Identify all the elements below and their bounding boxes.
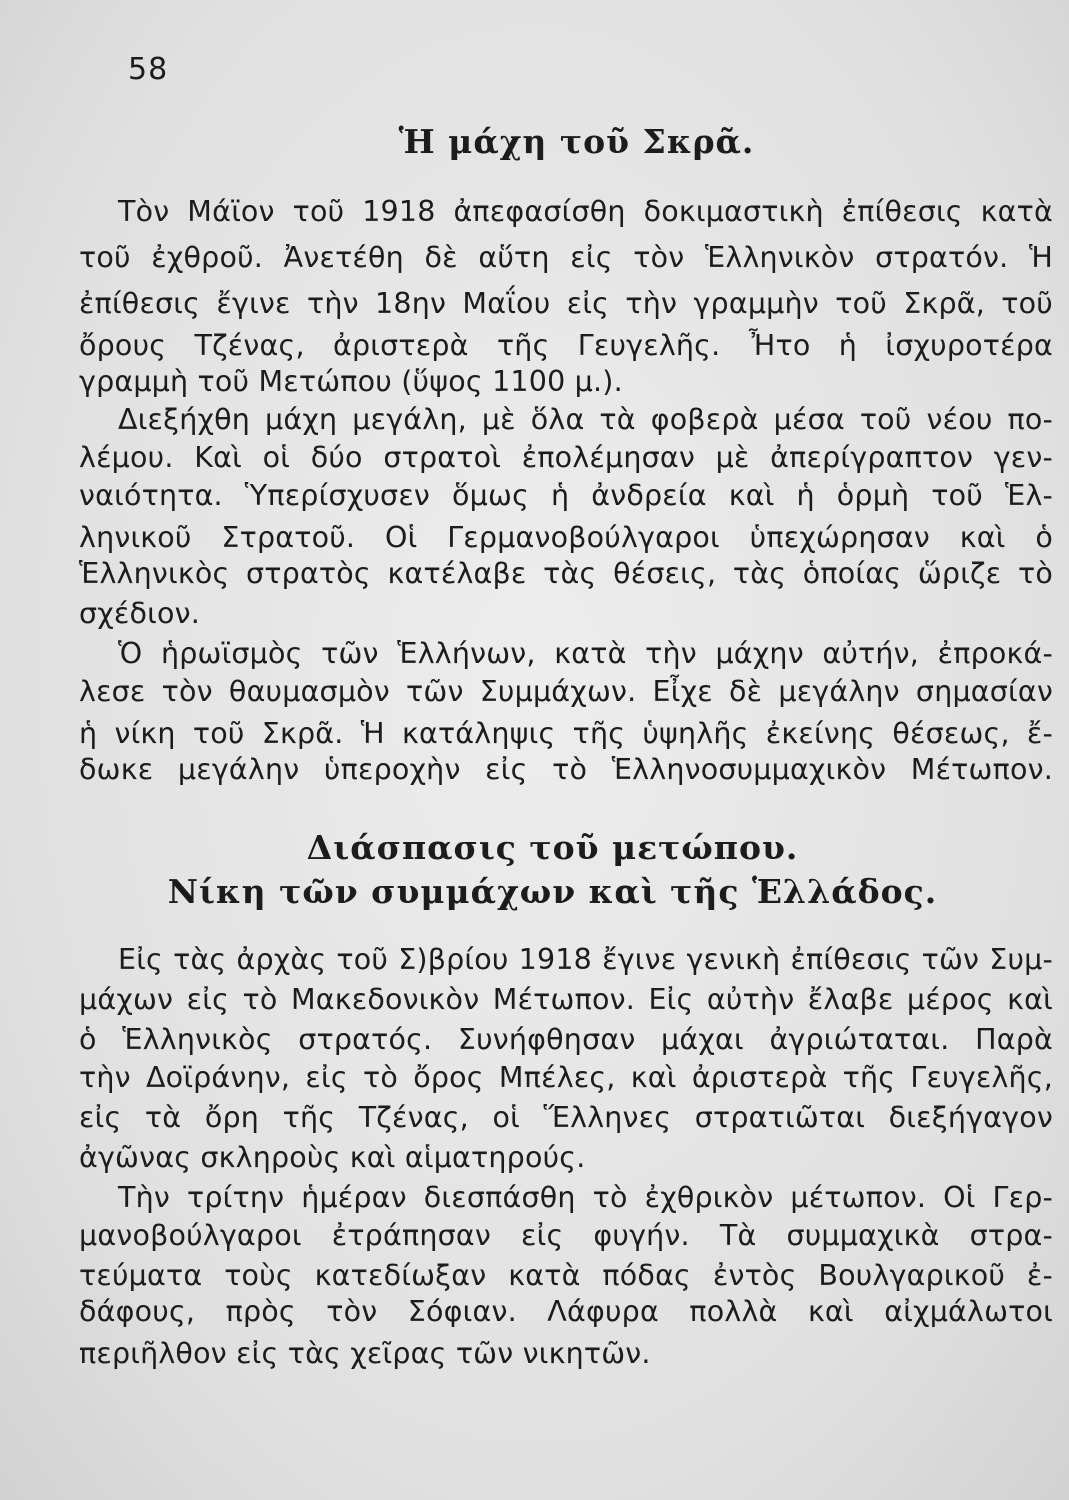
text-line: ληνικοῦ Στρατοῦ. Οἱ Γερμανοβούλγαροι ὑπεχώρησαν καὶ ὁ [79,521,1053,554]
text-line: μανοβούλγαροι ἐτράπησαν εἰς φυγήν. Τὰ συμμαχικὰ στρα- [79,1219,1053,1252]
text-line: εἰς τὰ ὄρη τῆς Τζένας, οἱ Ἕλληνες στρατιῶται διεξήγαγον [79,1101,1053,1134]
text-line: περιῆλθον εἰς τὰς χεῖρας τῶν νικητῶν. [79,1337,651,1370]
text-line: τεύματα τοὺς κατεδίωξαν κατὰ πόδας ἐντὸς Βουλγαρικοῦ ἐ- [79,1259,1053,1292]
text-line: Ἑλληνικὸς στρατὸς κατέλαβε τὰς θέσεις, τὰς ὁποίας ὥριζε τὸ [79,557,1053,590]
text-line: γραμμὴ τοῦ Μετώπου (ὕψος 1100 μ.). [79,365,623,398]
text-line: δωκε μεγάλην ὑπεροχὴν εἰς τὸ Ἑλληνοσυμμαχικὸν Μέτωπον. [79,753,1053,786]
text-line: Εἰς τὰς ἀρχὰς τοῦ Σ)βρίου 1918 ἔγινε γενικὴ ἐπίθεσις τῶν Συμ- [118,943,1053,976]
text-line: λεσε τὸν θαυμασμὸν τῶν Συμμάχων. Εἶχε δὲ μεγάλην σημασίαν [79,675,1053,708]
text-line: δάφους, πρὸς τὸν Σόφιαν. Λάφυρα πολλὰ καὶ αἰχμάλωτοι [79,1295,1053,1328]
text-line: ἡ νίκη τοῦ Σκρᾶ. Ἡ κατάληψις τῆς ὑψηλῆς ἐκείνης θέσεως, ἔ- [79,717,1053,750]
section-heading: Νίκη τῶν συμμάχων καὶ τῆς Ἑλλάδος. [167,872,938,911]
section-heading: Διάσπασις τοῦ μετώπου. [306,828,799,867]
text-line: Ὁ ἡρωϊσμὸς τῶν Ἑλλήνων, κατὰ τὴν μάχην αὐτήν, ἐπροκά- [118,637,1053,670]
section-heading: Ἡ μάχη τοῦ Σκρᾶ. [398,122,755,161]
text-line: μάχων εἰς τὸ Μακεδονικὸν Μέτωπον. Εἰς αὐτὴν ἔλαβε μέρος καὶ [79,983,1053,1016]
text-line: λέμου. Καὶ οἱ δύο στρατοὶ ἐπολέμησαν μὲ ἀπερίγραπτον γεν- [79,441,1053,474]
text-line: ναιότητα. Ὑπερίσχυσεν ὅμως ἡ ἀνδρεία καὶ ἡ ὁρμὴ τοῦ Ἑλ- [79,479,1053,512]
text-line: σχέδιον. [79,597,201,630]
text-line: τὴν Δοϊράνην, εἰς τὸ ὄρος Μπέλες, καὶ ἀριστερὰ τῆς Γευγελῆς, [79,1061,1053,1094]
text-line: ἐπίθεσις ἔγινε τὴν 18ην Μαΐου εἰς τὴν γραμμὴν τοῦ Σκρᾶ, τοῦ [79,287,1053,320]
text-line: ὄρους Τζένας, ἀριστερὰ τῆς Γευγελῆς. Ἦτο ἡ ἰσχυροτέρα [79,329,1053,362]
page-number: 58 [128,52,169,87]
text-line: Τὸν Μάϊον τοῦ 1918 ἀπεφασίσθη δοκιμαστικὴ ἐπίθεσις κατὰ [118,195,1053,228]
text-line: τοῦ ἐχθροῦ. Ἀνετέθη δὲ αὕτη εἰς τὸν Ἑλληνικὸν στρατόν. Ἡ [79,241,1053,274]
text-line: Τὴν τρίτην ἡμέραν διεσπάσθη τὸ ἐχθρικὸν μέτωπον. Οἱ Γερ- [118,1181,1053,1214]
text-line: Διεξήχθη μάχη μεγάλη, μὲ ὅλα τὰ φοβερὰ μέσα τοῦ νέου πο- [118,403,1053,436]
text-line: ἀγῶνας σκληροὺς καὶ αἱματηρούς. [79,1141,586,1174]
text-line: ὁ Ἑλληνικὸς στρατός. Συνήφθησαν μάχαι ἀγριώταται. Παρὰ [79,1023,1053,1056]
